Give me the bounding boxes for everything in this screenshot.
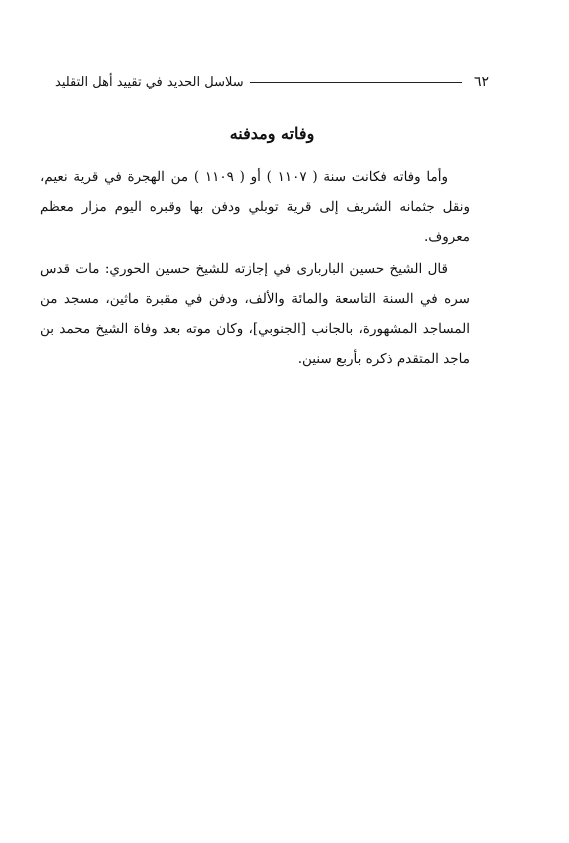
section-heading: وفاته ومدفنه — [229, 124, 315, 143]
page-number: ٦٢ — [473, 74, 489, 90]
body-text — [40, 162, 470, 374]
header-rule — [250, 82, 462, 83]
paragraph-quote: قال الشيخ حسين الباربارى في إجازته للشيخ حسين الحوري: مات قدس سره في السنة التاسعة والمائة والألف، ودفن في مقبرة ماثين، مسجد من المساجد المشهورة، بالجانب [الجنوبي]، وكان موته بعد وفاة الشيخ محمد بن ماجد المتقدم ذكره بأربع سنين. — [40, 261, 470, 367]
book-title: سلاسل الحديد في تقييد أهل التقليد — [55, 74, 244, 90]
running-header — [55, 70, 489, 94]
paragraph-death: وأما وفاته فكانت سنة ( ١١٠٧ ) أو ( ١١٠٩ ) من الهجرة في قرية نعيم، ونقل جثمانه الشريف إلى قرية توبلي ودفن بها وقبره اليوم مزار معظم معروف. — [40, 169, 470, 245]
